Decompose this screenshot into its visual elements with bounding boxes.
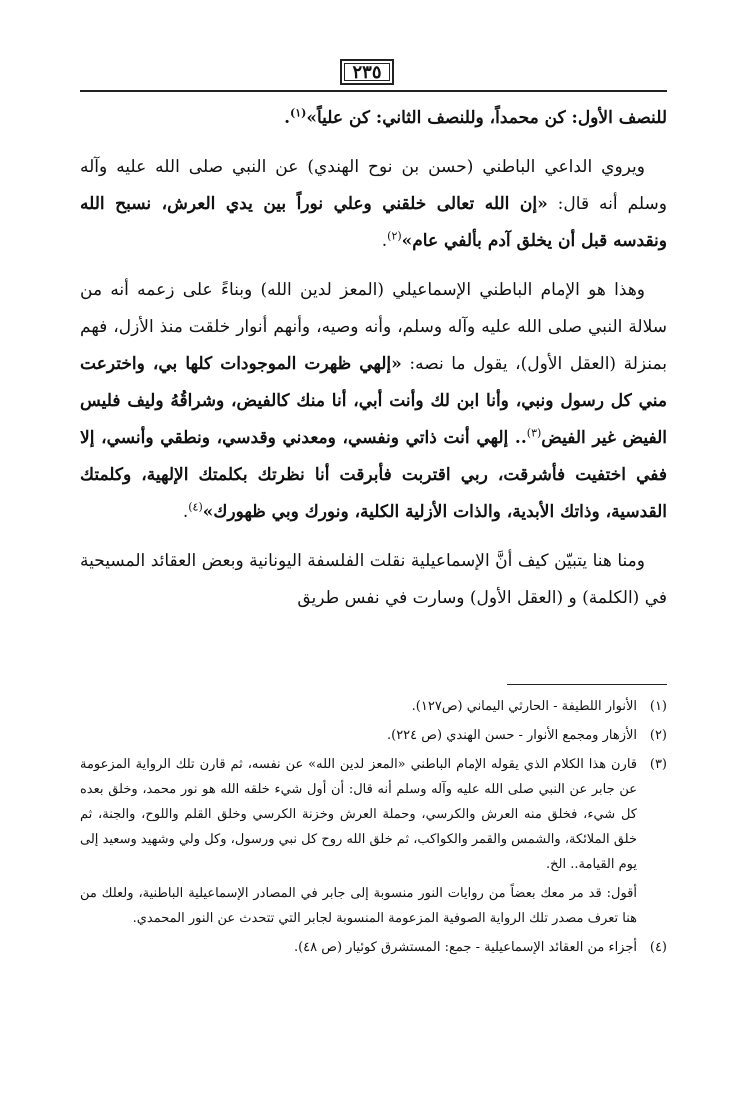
paragraph-3-quote-1: «إلهي ظهرت الموجودات كلها بي، واخترعت مني كل رسول ونبي، وأنا ابن لك وأنت أبي، أنا منك كالفيض، وشراقُهُ وليف فليس الفيض غير الفيض (80, 354, 668, 448)
paragraph-1-text: للنصف الأول: كن محمداً، وللنصف الثاني: كن علياً» (306, 108, 667, 128)
footnote-number: (٣) (649, 757, 667, 772)
paragraph-1: للنصف الأول: كن محمداً، وللنصف الثاني: كن علياً»$^{(١)}$. (284, 106, 667, 128)
page-number (340, 59, 394, 85)
paragraph-3: وهذا هو الإمام الباطني الإسماعيلي (المعز لدين الله) وبناءً على زعمه أنه من سلالة النبي صلى الله عليه وآله وسلم، وأنه وصيه، وأنهم أنوار خلقت منذ الأزل، فهم بمنزلة (العقل الأول)، يقول ما نصه: «إلهي ظهرت الموجودات كلها بي، واخترعت مني كل رسول ونبي، وأنا ابن لك وأنت أبي، أنا منك كالفيض، وشراقُهُ وليف فليس الفيض غير الفيض$^{(٣)}$.. إلهي أنت ذاتي ونفسي، ومعدني وقدسي، ونطقي وأنسي، إلا ففي اختفيت فأشرقت، ربي اقتربت فأبرقت أنا نظرتك بكلمتك الإلهية، وكلمتك القدسية، وذاتك الأبدية، والذات الأزلية الكلية، ونورك وبي ظهورك»$^{(٤)}$. (80, 280, 668, 522)
paragraph-3-quote-2: .. إلهي أنت ذاتي ونفسي، ومعدني وقدسي، ونطقي وأنسي، إلا ففي اختفيت فأشرقت، ربي اقتربت فأبرقت أنا نظرتك بكلمتك الإلهية، وكلمتك القدسية، وذاتك الأبدية، والذات الأزلية الكلية، ونورك وبي ظهورك» (80, 428, 667, 522)
paragraph-2-text: ويروي الداعي الباطني (حسن بن نوح الهندي) عن النبي صلى الله عليه وآله وسلم أنه قال: (80, 157, 668, 214)
header-rule (80, 90, 667, 92)
footnote-text: قارن هذا الكلام الذي يقوله الإمام الباطني «المعز لدين الله» عن نفسه، ثم قارن تلك الرواية المزعومة عن جابر عن النبي صلى الله عليه وآله وسلم أنه قال: أن أول شيء خلقه الله هو نور محمد، وخلق بعده كل شيء، فخلق منه العرش والكرسي، وحملة العرش وخزنة الكرسي وخلق القلم واللوح، والجنة، ثم خلق الملائكة، والشمس والقمر والكواكب، ثم خلق الله روح كل نبي ورسول، وكل ولي وشهيد وسعيد إلى يوم القيامة.. الخ. (80, 757, 637, 872)
paragraph-2: ويروي الداعي الباطني (حسن بن نوح الهندي) عن النبي صلى الله عليه وآله وسلم أنه قال: «إن الله تعالى خلقني وعلي نوراً بين يدي العرش، نسبح الله ونقدسه قبل أن يخلق آدم بألفي عام»$^{(٢)}$. (80, 157, 668, 251)
paragraph-3-text: وهذا هو الإمام الباطني الإسماعيلي (المعز لدين الله) وبناءً على زعمه أنه من سلالة النبي صلى الله عليه وآله وسلم، وأنه وصيه، وأنهم أنوار خلقت منذ الأزل، فهم بمنزلة (العقل الأول)، يقول ما نصه: (80, 280, 667, 374)
footnote-rule (507, 684, 667, 685)
footnote-ref-2: (٢) (387, 229, 402, 243)
paragraph-4: ومنا هنا يتبيّن كيف أنَّ الإسماعيلية نقلت الفلسفة اليونانية وبعض العقائد المسيحية في (الكلمة) و (العقل الأول) وسارت في نفس طريق (80, 551, 667, 608)
footnote-number: (١) (649, 699, 667, 714)
footnote-ref-3: (٣) (526, 426, 542, 440)
footnotes (80, 694, 667, 964)
page-number-text: ٢٣٥ (352, 61, 382, 83)
footnote-ref-1: (١) (289, 106, 307, 120)
footnote-number: (٢) (649, 728, 667, 743)
footnote-4 (80, 935, 667, 960)
paragraph-2-quote: «إن الله تعالى خلقني وعلي نوراً بين يدي العرش، نسبح الله ونقدسه قبل أن يخلق آدم بألفي عام» (80, 194, 667, 251)
footnote-2 (80, 723, 667, 748)
footnote-text: الأزهار ومجمع الأنوار - حسن الهندي (ص ٢٢٤). (386, 728, 637, 743)
footnote-comment: أقول: قد مر معك بعضاً من روايات النور منسوبة إلى جابر في المصادر الإسماعيلية الباطنية، ولعلك من هنا تعرف مصدر تلك الرواية الصوفية المزعومة المنسوبة لجابر التي تتحدث عن النور المحمدي. (80, 886, 637, 926)
footnote-1 (80, 694, 667, 719)
footnote-text: الأنوار اللطيفة - الحارثي اليماني (ص١٢٧). (411, 699, 637, 714)
footnote-3-body (80, 752, 637, 931)
footnote-ref-4: (٤) (188, 500, 203, 514)
main-text (80, 100, 667, 617)
footnote-text: أجزاء من العقائد الإسماعيلية - جمع: المستشرق كوئيار (ص ٤٨). (293, 940, 637, 955)
footnote-number: (٤) (649, 940, 667, 955)
footnote-3 (80, 752, 667, 931)
